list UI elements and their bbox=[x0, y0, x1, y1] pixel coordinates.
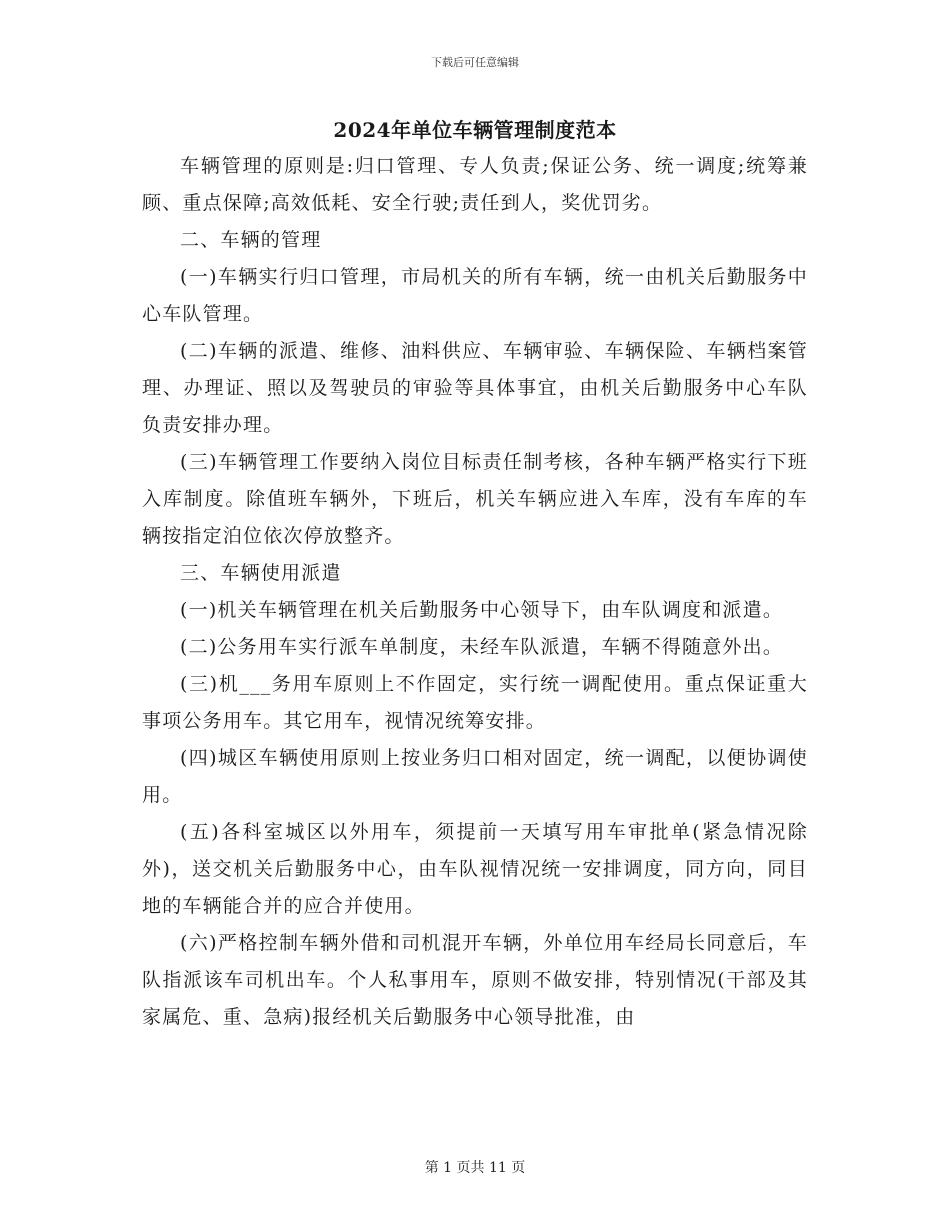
document-body bbox=[142, 148, 808, 1036]
paragraph: 车辆管理的原则是:归口管理、专人负责;保证公务、统一调度;统筹兼顾、重点保障;高效低耗、安全行驶;责任到人，奖优罚劣。 bbox=[142, 155, 808, 214]
section-heading: 三、车辆使用派遣 bbox=[180, 562, 342, 584]
paragraph: (一)机关车辆管理在机关后勤服务中心领导下，由车队调度和派遣。 bbox=[180, 599, 784, 621]
page-header: 下载后可任意编辑 bbox=[431, 56, 519, 69]
section-heading: 二、车辆的管理 bbox=[180, 229, 322, 251]
paragraph: (二)公务用车实行派车单制度，未经车队派遣，车辆不得随意外出。 bbox=[180, 636, 784, 658]
paragraph: (三)机___务用车原则上不作固定，实行统一调配使用。重点保证重大事项公务用车。其它用车，视情况统筹安排。 bbox=[142, 673, 808, 732]
paragraph: (五)各科室城区以外用车，须提前一天填写用车审批单(紧急情况除外)，送交机关后勤服务中心，由车队视情况统一安排调度，同方向，同目地的车辆能合并的应合并使用。 bbox=[142, 821, 808, 917]
document-title: 2024年单位车辆管理制度范本 bbox=[333, 118, 617, 142]
paragraph: (三)车辆管理工作要纳入岗位目标责任制考核，各种车辆严格实行下班入库制度。除值班车辆外，下班后，机关车辆应进入车库，没有车库的车辆按指定泊位依次停放整齐。 bbox=[142, 451, 808, 547]
paragraph: (四)城区车辆使用原则上按业务归口相对固定，统一调配，以便协调使用。 bbox=[142, 747, 808, 806]
page-footer: 第 1 页共 11 页 bbox=[424, 1160, 526, 1176]
paragraph: (二)车辆的派遣、维修、油料供应、车辆审验、车辆保险、车辆档案管理、办理证、照以及驾驶员的审验等具体事宜，由机关后勤服务中心车队负责安排办理。 bbox=[142, 340, 808, 436]
paragraph: (六)严格控制车辆外借和司机混开车辆，外单位用车经局长同意后，车队指派该车司机出车。个人私事用车，原则不做安排，特别情况(干部及其家属危、重、急病)报经机关后勤服务中心领导批准，由 bbox=[142, 932, 808, 1028]
paragraph: (一)车辆实行归口管理，市局机关的所有车辆，统一由机关后勤服务中心车队管理。 bbox=[142, 266, 808, 325]
